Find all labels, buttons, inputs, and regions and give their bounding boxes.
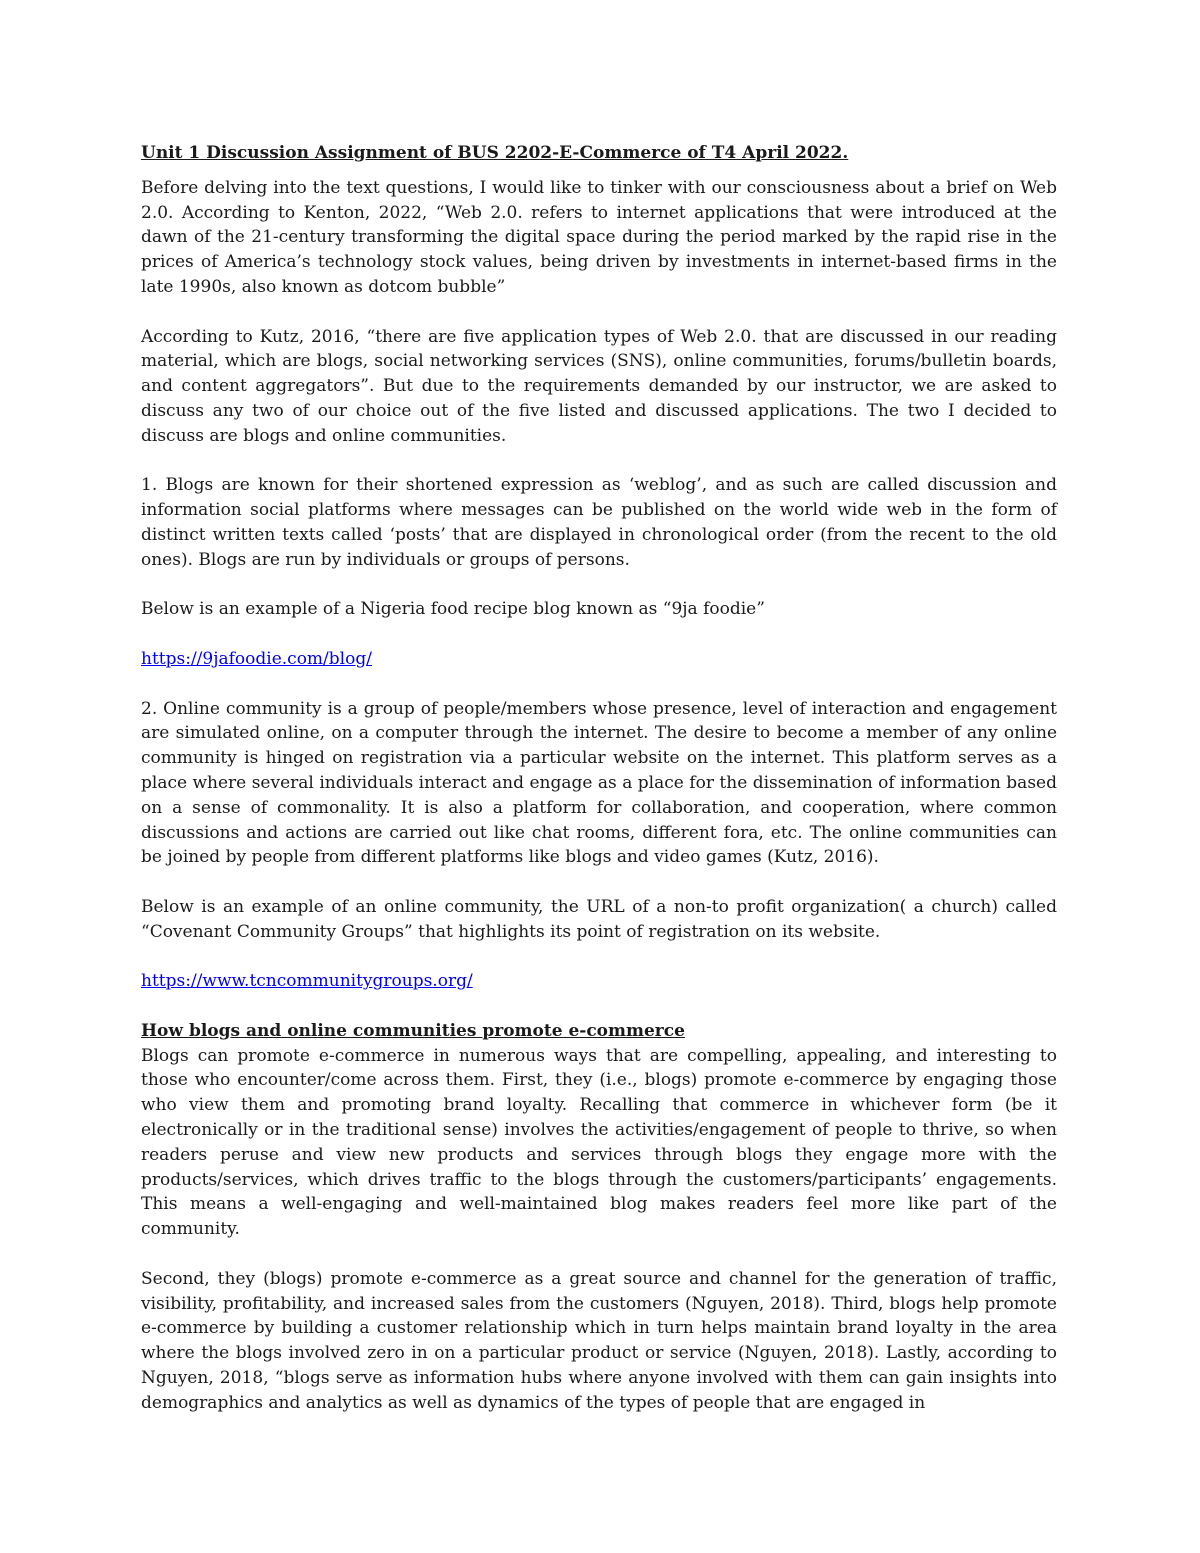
- kutz-paragraph: According to Kutz, 2016, “there are five application types of Web 2.0. that are discussed in our reading material, which are blogs, social networking services (SNS), online communities, forums/bulletin boards, and content aggregators”. But due to the requirements demanded by our instructor, we are asked to discuss any two of our choice out of the five listed and discussed applications. The two I decided to discuss are blogs and online communities.: [141, 326, 1057, 446]
- promote-paragraph-2: Second, they (blogs) promote e-commerce as a great source and channel for the generation of traffic, visibility, profitability, and increased sales from the customers (Nguyen, 2018). Third, blogs help promote e-commerce by building a customer relationship which in turn helps maintain brand loyalty in the area where the blogs involved zero in on a particular product or service (Nguyen, 2018). Lastly, according to Nguyen, 2018, “blogs serve as information hubs where anyone involved with them can gain insights into demographics and analytics as well as dynamics of the types of people that are engaged in: [141, 1268, 1057, 1413]
- blog-link-paragraph: [141, 647, 1057, 672]
- blog-example-paragraph: Below is an example of a Nigeria food recipe blog known as “9ja foodie”: [141, 599, 765, 620]
- online-community-paragraph: 2. Online community is a group of people/members whose presence, level of interaction and engagement are simulated online, on a computer through the internet. The desire to become a member of any online community is hinged on registration via a particular website on the internet. This platform serves as a place where several individuals interact and engage as a place for the dissemination of information based on a sense of commonality. It is also a platform for collaboration, and cooperation, where common discussions and actions are carried out like chat rooms, different fora, etc. The online communities can be joined by people from different platforms like blogs and video games (Kutz, 2016).: [141, 698, 1057, 868]
- promote-paragraph-1: Blogs can promote e-commerce in numerous ways that are compelling, appealing, and interesting to those who encounter/come across them. First, they (i.e., blogs) promote e-commerce by engaging those who view them and promoting brand loyalty. Recalling that commerce in whichever form (be it electronically or in the traditional sense) involves the activities/engagement of people to thrive, so when readers peruse and view new products and services through blogs they engage more with the products/services, which drives traffic to the blogs through the customers/participants’ engagements. This means a well-engaging and well-maintained blog makes readers feel more like part of the community.: [141, 1045, 1057, 1240]
- document-body: [141, 141, 1057, 1440]
- community-example-paragraph: Below is an example of an online community, the URL of a non-to profit organization( a church) called “Covenant Community Groups” that highlights its point of registration on its website.: [141, 896, 1057, 942]
- blogs-paragraph: 1. Blogs are known for their shortened expression as ‘weblog’, and as such are called discussion and information social platforms where messages can be published on the world wide web in the form of distinct written texts called ‘posts’ that are displayed in chronological order (from the recent to the old ones). Blogs are run by individuals or groups of persons.: [141, 475, 1057, 570]
- intro-paragraph: Before delving into the text questions, I would like to tinker with our consciousness about a brief on Web 2.0. According to Kenton, 2022, “Web 2.0. refers to internet applications that were introduced at the dawn of the 21-century transforming the digital space during the period marked by the rapid rise in the prices of America’s technology stock values, being driven by investments in internet-based firms in the late 1990s, also known as dotcom bubble”: [141, 177, 1057, 297]
- document-title: Unit 1 Discussion Assignment of BUS 2202-E-Commerce of T4 April 2022.: [141, 143, 849, 163]
- section-subheading: How blogs and online communities promote e-commerce: [141, 1020, 685, 1041]
- blog-link[interactable]: https://9jafoodie.com/blog/: [141, 648, 372, 669]
- community-link[interactable]: https://www.tcncommunitygroups.org/: [141, 971, 473, 992]
- community-link-paragraph: [141, 969, 1057, 994]
